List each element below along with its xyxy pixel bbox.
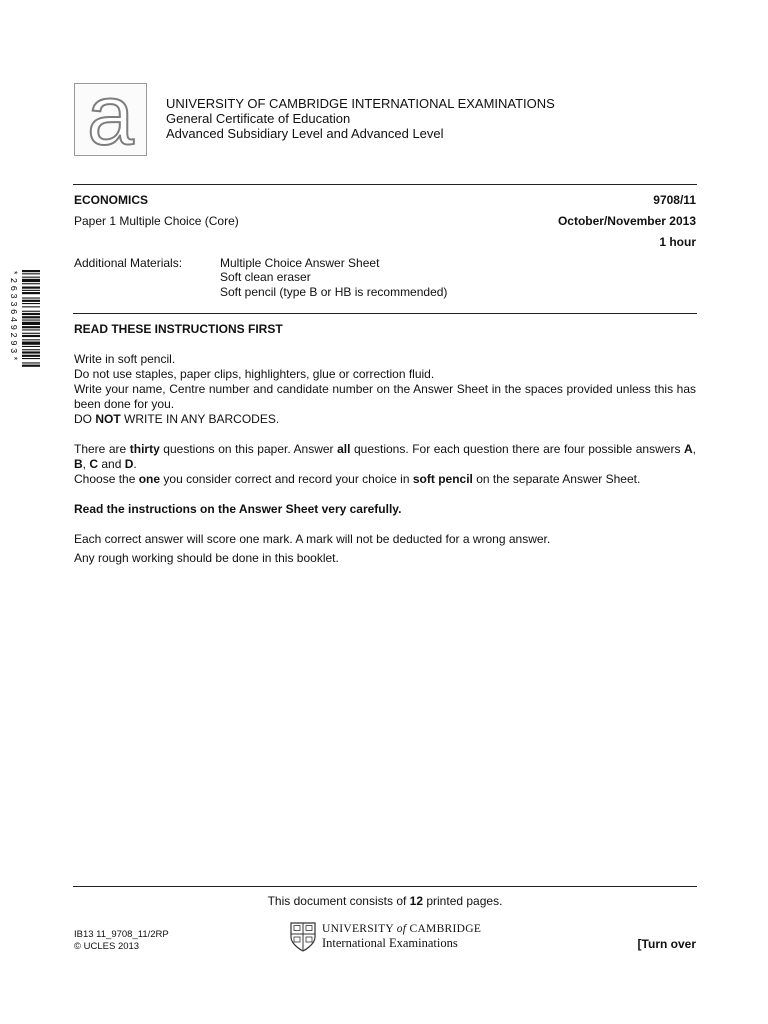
header-divider: [73, 184, 697, 185]
question-count-paragraph: There are thirty questions on this paper. Answer all questions. For each question there are four possible answers A, B, C and D.: [74, 442, 696, 471]
instruction-line: Write in soft pencil.: [74, 352, 176, 366]
materials-item: Soft pencil (type B or HB is recommended): [220, 285, 448, 299]
document-reference: IB13 11_9708_11/2RP: [74, 929, 169, 940]
choose-answer-line: Choose the one you consider correct and record your choice in soft pencil on the separate Answer Sheet.: [74, 472, 641, 486]
paper-code: 9708/11: [653, 193, 696, 207]
cambridge-a-logo: [74, 67, 147, 162]
page-count: This document consists of 12 printed pages.: [267, 894, 503, 908]
footer-divider: [73, 886, 697, 887]
logo-letter: a: [87, 67, 134, 162]
exam-duration: 1 hour: [659, 235, 696, 249]
cambridge-crest-icon: [290, 922, 316, 957]
materials-label: Additional Materials:: [74, 256, 183, 270]
barcode-number: *2633649293*: [8, 270, 18, 364]
qualification-level: Advanced Subsidiary Level and Advanced Level: [166, 126, 444, 141]
instructions-heading: READ THESE INSTRUCTIONS FIRST: [74, 322, 283, 336]
materials-item: Multiple Choice Answer Sheet: [220, 256, 380, 270]
subject-title: ECONOMICS: [74, 193, 149, 207]
instruction-line-barcodes: DO NOT WRITE IN ANY BARCODES.: [74, 412, 280, 426]
paper-title: Paper 1 Multiple Choice (Core): [74, 214, 239, 228]
university-subtitle: International Examinations: [322, 936, 458, 950]
scoring-note: Each correct answer will score one mark. A mark will not be deducted for a wrong answer.: [74, 532, 551, 546]
certificate-name: General Certificate of Education: [166, 111, 351, 126]
turn-over-label: [Turn over: [637, 937, 696, 951]
rough-working-note: Any rough working should be done in this booklet.: [74, 551, 339, 565]
exam-board-name: UNIVERSITY OF CAMBRIDGE INTERNATIONAL EXAMINATIONS: [166, 96, 555, 111]
university-wordmark: UNIVERSITY of CAMBRIDGE: [322, 923, 482, 935]
copyright-notice: © UCLES 2013: [74, 941, 140, 952]
instruction-line: Do not use staples, paper clips, highlighters, glue or correction fluid.: [74, 367, 435, 381]
materials-divider: [73, 313, 697, 314]
instruction-line: Write your name, Centre number and candidate number on the Answer Sheet in the spaces provided unless this has been done for you.: [74, 382, 696, 411]
barcode-graphic: [22, 270, 40, 412]
read-answer-sheet-note: Read the instructions on the Answer Sheet very carefully.: [74, 502, 402, 516]
materials-item: Soft clean eraser: [220, 270, 311, 284]
exam-session: October/November 2013: [557, 214, 696, 228]
